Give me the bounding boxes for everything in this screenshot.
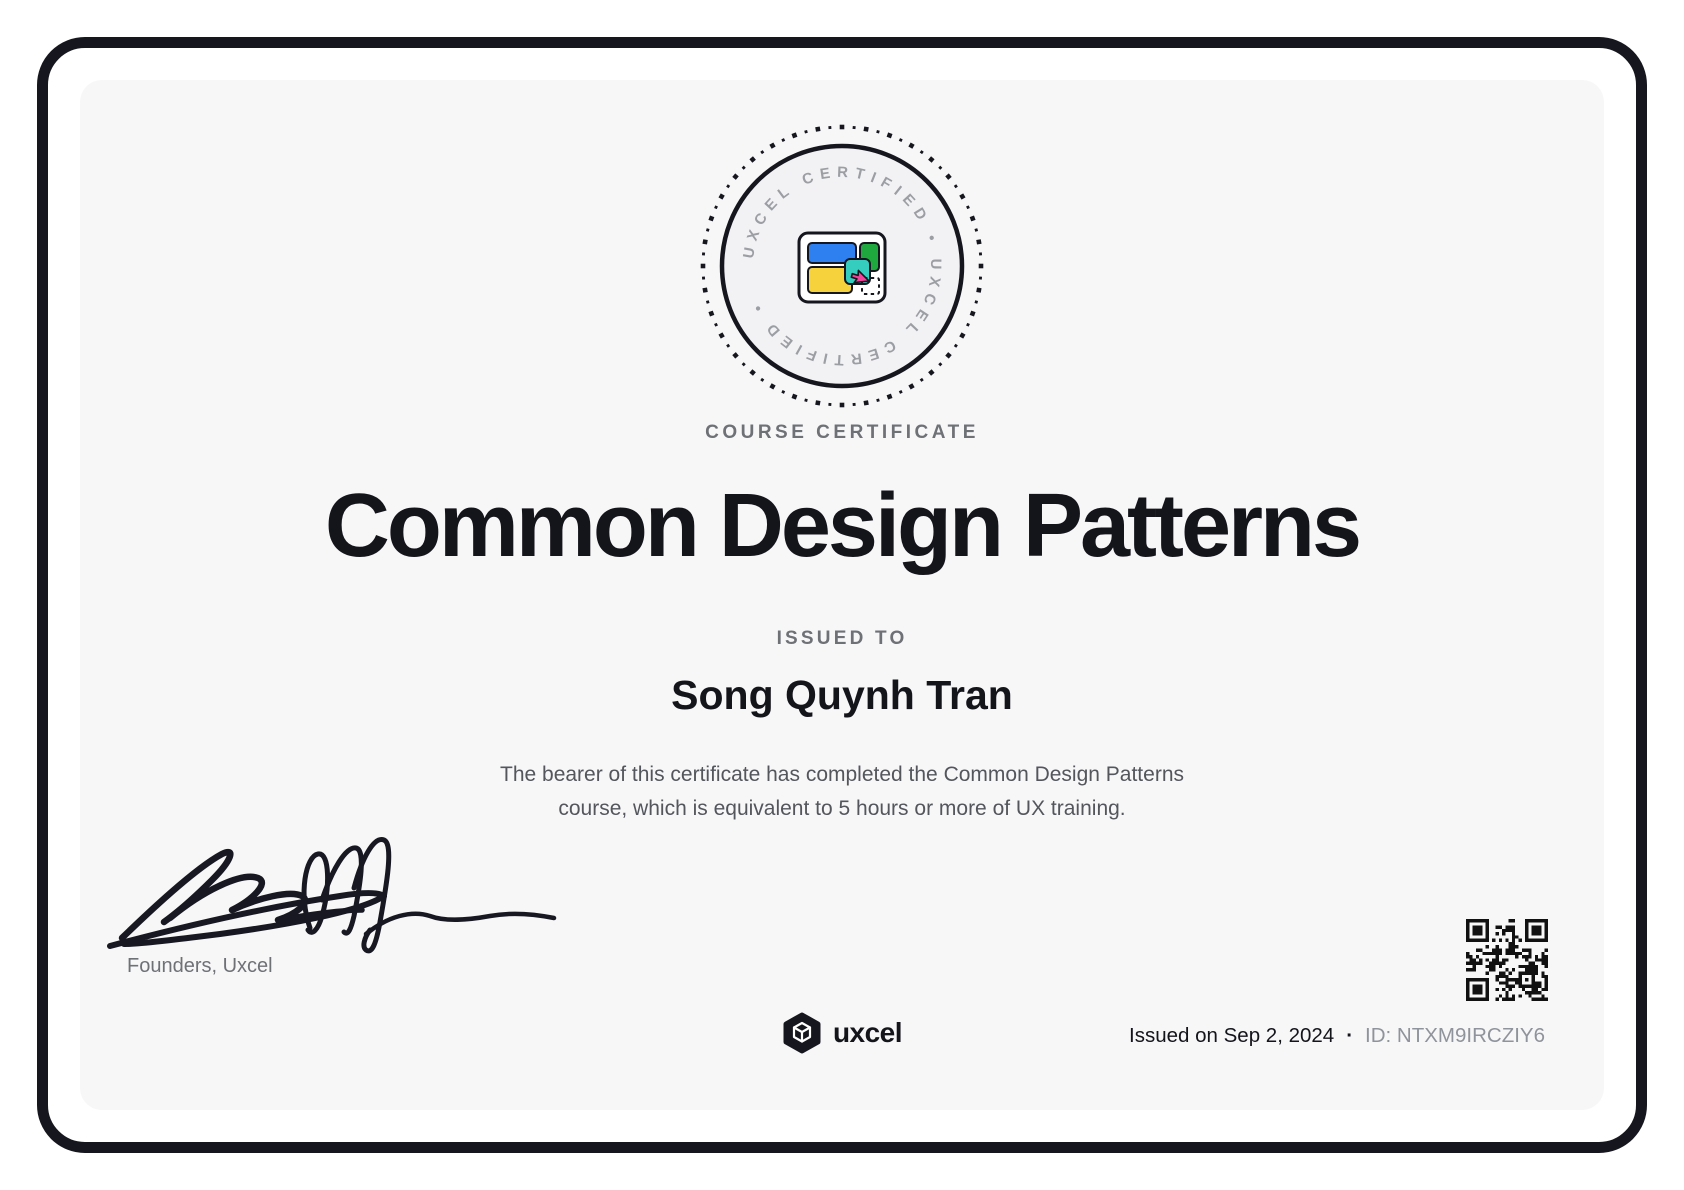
uxcel-hexagon-logo-icon <box>782 1012 822 1054</box>
certificate-description <box>0 758 1684 826</box>
course-title: Common Design Patterns <box>324 476 1360 576</box>
signatory-label: Founders, Uxcel <box>127 955 273 977</box>
description-line-1: The bearer of this certificate has completed the Common Design Patterns <box>500 763 1184 786</box>
certificate-id: ID: NTXM9IRCZIY6 <box>1365 1024 1545 1047</box>
uxcel-wordmark: uxcel <box>832 1017 903 1048</box>
issue-date-text: Issued on Sep 2, 2024 <box>1129 1024 1335 1047</box>
course-certificate-label: COURSE CERTIFICATE <box>705 422 979 443</box>
qr-modules <box>1466 919 1548 1001</box>
description-line-2: course, which is equivalent to 5 hours or more of UX training. <box>558 797 1126 820</box>
uxcel-logo-mark-icon <box>799 233 885 302</box>
recipient-name: Song Quynh Tran <box>671 672 1013 718</box>
issued-to-label: ISSUED TO <box>776 628 908 649</box>
founder-signature-right <box>272 830 592 955</box>
verification-qr-code <box>1466 919 1548 1001</box>
badge-ring-textpath: UXCEL CERTIFIED • UXCEL CERTIFIED • <box>740 163 945 369</box>
separator-dot: · <box>1346 1024 1354 1047</box>
issue-info <box>1129 1024 1545 1048</box>
uxcel-certified-badge-icon <box>692 116 992 416</box>
